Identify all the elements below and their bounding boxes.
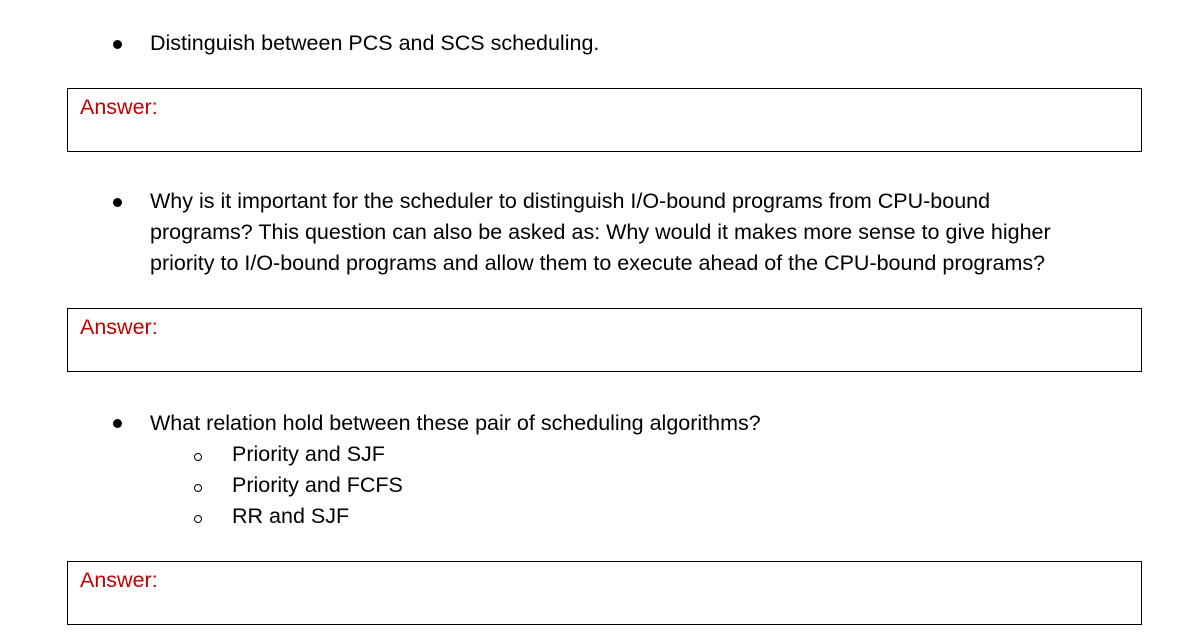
question-2-text [150, 186, 1051, 279]
question-2-line-1: Why is it important for the scheduler to distinguish I/O-bound programs from CPU-bound [150, 189, 991, 213]
hollow-circle-bullet-icon [194, 484, 202, 492]
question-2-line-3: priority to I/O-bound programs and allow them to execute ahead of the CPU-bound programs? [150, 251, 1046, 275]
bullet-icon [113, 40, 122, 49]
question-2-line-2: programs? This question can also be asked as: Why would it makes more sense to give higher [150, 220, 1051, 244]
hollow-circle-bullet-icon [194, 515, 202, 523]
question-1-line-1: Distinguish between PCS and SCS scheduling. [150, 31, 600, 55]
bullet-icon [113, 198, 122, 207]
bullet-icon [113, 419, 122, 428]
question-1-text [150, 28, 599, 59]
hollow-circle-bullet-icon [194, 453, 202, 461]
sub-item-2: Priority and FCFS [232, 473, 403, 497]
answer-box-3[interactable] [67, 561, 1142, 625]
sub-item-3: RR and SJF [232, 504, 350, 528]
answer-label-1: Answer: [80, 95, 158, 119]
sub-item-1: Priority and SJF [232, 442, 385, 466]
question-3-text [150, 408, 761, 439]
answer-box-1[interactable] [67, 88, 1142, 152]
answer-label-3: Answer: [80, 568, 158, 592]
answer-box-2[interactable] [67, 308, 1142, 372]
answer-label-2: Answer: [80, 315, 158, 339]
question-3-line-1: What relation hold between these pair of scheduling algorithms? [150, 411, 761, 435]
